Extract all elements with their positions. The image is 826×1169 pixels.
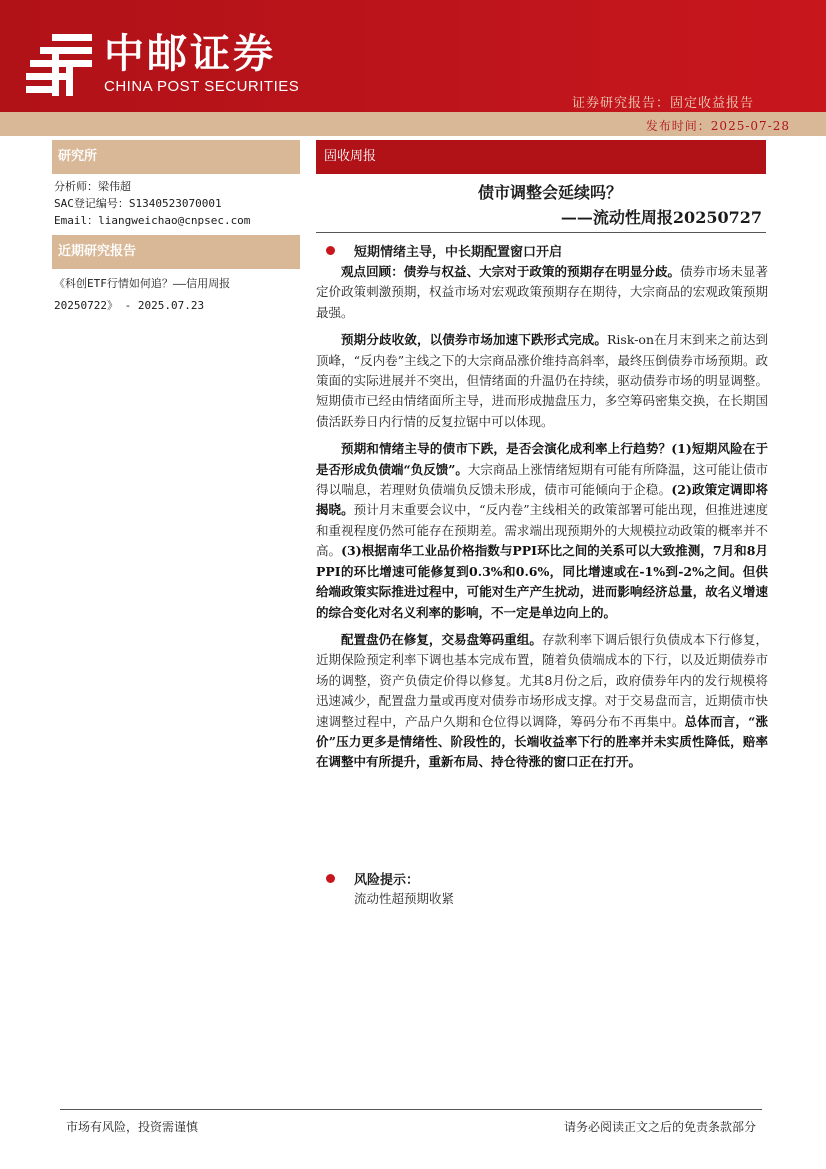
- key-point-text: 短期情绪主导，中长期配置窗口开启: [354, 245, 563, 260]
- analyst-name: 分析师：梁伟超: [54, 180, 131, 193]
- footer-divider: [60, 1109, 762, 1110]
- report-subtitle: ——流动性周报20250727: [560, 208, 762, 227]
- analyst-email[interactable]: Email：liangweichao@cnpsec.com: [54, 214, 251, 227]
- paragraph-lead: 预期分歧收敛，以债券市场加速下跌形式完成。: [341, 332, 608, 348]
- paragraph: [316, 330, 768, 432]
- bullet-dot-icon: [326, 874, 335, 883]
- paragraph-lead: (2)政策定调即将揭晓。: [316, 482, 768, 518]
- report-body: [316, 262, 768, 780]
- paragraph-lead: (3)根据南华工业品价格指数与PPI环比之间的关系可以大致推测，7月和8月PPI的环比增速可能修复到0.3%和0.6%，同比增速或在-1%到-2%之间。但供给端政策实际推进过程中，可能对生产产生扰动，进而影响经济总量，故名义增速的综合变化对名义利率的影响，不一定是单边向上的。: [316, 543, 768, 620]
- paragraph: [316, 439, 768, 623]
- report-title: 债市调整会延续吗？: [477, 183, 622, 202]
- recent-report-line: 20250722》 - 2025.07.23: [54, 299, 205, 312]
- paragraph-text: Risk-on在月末到来之前达到顶峰，“反内卷”主线之下的大宗商品涨价维持高斜率，最终压倒债券市场预期。政策面的实际进展并不突出，但情绪面的升温仍在持续，驱动债券市场的明显调整。短期债市已经由情绪面所主导，进而形成抛盘压力，多空筹码密集交换，在长期国债活跃券日内行情的反复拉锯中可以体现。: [316, 332, 768, 429]
- publish-date: 发布时间：2025-07-28: [645, 119, 790, 133]
- risk-item: 流动性超预期收紧: [354, 891, 455, 906]
- china-post-logo-icon: [26, 34, 94, 96]
- analyst-info: [52, 174, 300, 235]
- recent-reports-heading: 近期研究报告: [52, 235, 300, 269]
- paragraph-text: 预计月末重要会议中，“反内卷”主线相关的政策部署可能出现，但推进速度和重视程度仍然可能存在预期差。需求端出现预期外的大规模拉动政策的概率并不高。: [316, 502, 768, 559]
- paragraph-conclusion: 总体而言，“涨价”压力更多是情绪性、阶段性的，长端收益率下行的胜率并未实质性降低，赔率在调整中有所提升，重新布局、持仓待涨的窗口正在打开。: [316, 713, 768, 770]
- section-banner: 固收周报: [316, 140, 766, 174]
- paragraph-lead: 配置盘仍在修复，交易盘筹码重组。: [341, 631, 542, 647]
- brand-name-en: CHINA POST SECURITIES: [104, 78, 300, 95]
- paragraph-text: 债券市场未显著定价政策刺激预期，权益市场对宏观政策预期存在期待，大宗商品的宏观政策预期最强。: [316, 264, 768, 320]
- paragraph: [316, 262, 768, 323]
- footer-risk-note: 市场有风险，投资需谨慎: [66, 1120, 199, 1134]
- institute-heading: 研究所: [52, 140, 300, 174]
- paragraph-text: 大宗商品上涨情绪短期有可能有所降温，这可能让债市得以喘息，若理财负债端负反馈未形成，债市可能倾向于企稳。: [316, 461, 768, 498]
- recent-report-item[interactable]: [52, 269, 300, 321]
- sac-code: SAC登记编号：S1340523070001: [54, 197, 222, 210]
- title-divider: [316, 232, 766, 233]
- report-type: 证券研究报告：固定收益报告: [571, 96, 754, 111]
- sidebar: [52, 140, 300, 321]
- recent-report-line: 《科创ETF行情如何追？——信用周报: [54, 277, 231, 290]
- paragraph-lead: 预期和情绪主导的债市下跌，是否会演化成利率上行趋势？(1)短期风险在于是否形成负债端“负反馈”。: [316, 441, 768, 477]
- paragraph: [316, 630, 768, 773]
- paragraph-lead: 观点回顾：债券与权益、大宗对于政策的预期存在明显分歧。: [341, 264, 681, 279]
- footer-disclaimer-note: 请务必阅读正文之后的免责条款部分: [563, 1120, 756, 1134]
- paragraph-text: 存款利率下调后银行负债成本下行修复，近期保险预定利率下调也基本完成布置，随着负债端成本的下行，以及近期债券市场的调整，资产负债定价得以修复。尤其8月份之后，政府债券年内的发行规模将迅速减少，配置盘力量或再度对债券市场形成支撑。对于交易盘而言，近期债市快速调整过程中，产品户久期和仓位得以调降，筹码分布不再集中。: [316, 631, 768, 729]
- risk-heading-text: 风险提示：: [354, 873, 420, 888]
- brand-name-cn: 中邮证券: [104, 31, 276, 77]
- bullet-dot-icon: [326, 246, 335, 255]
